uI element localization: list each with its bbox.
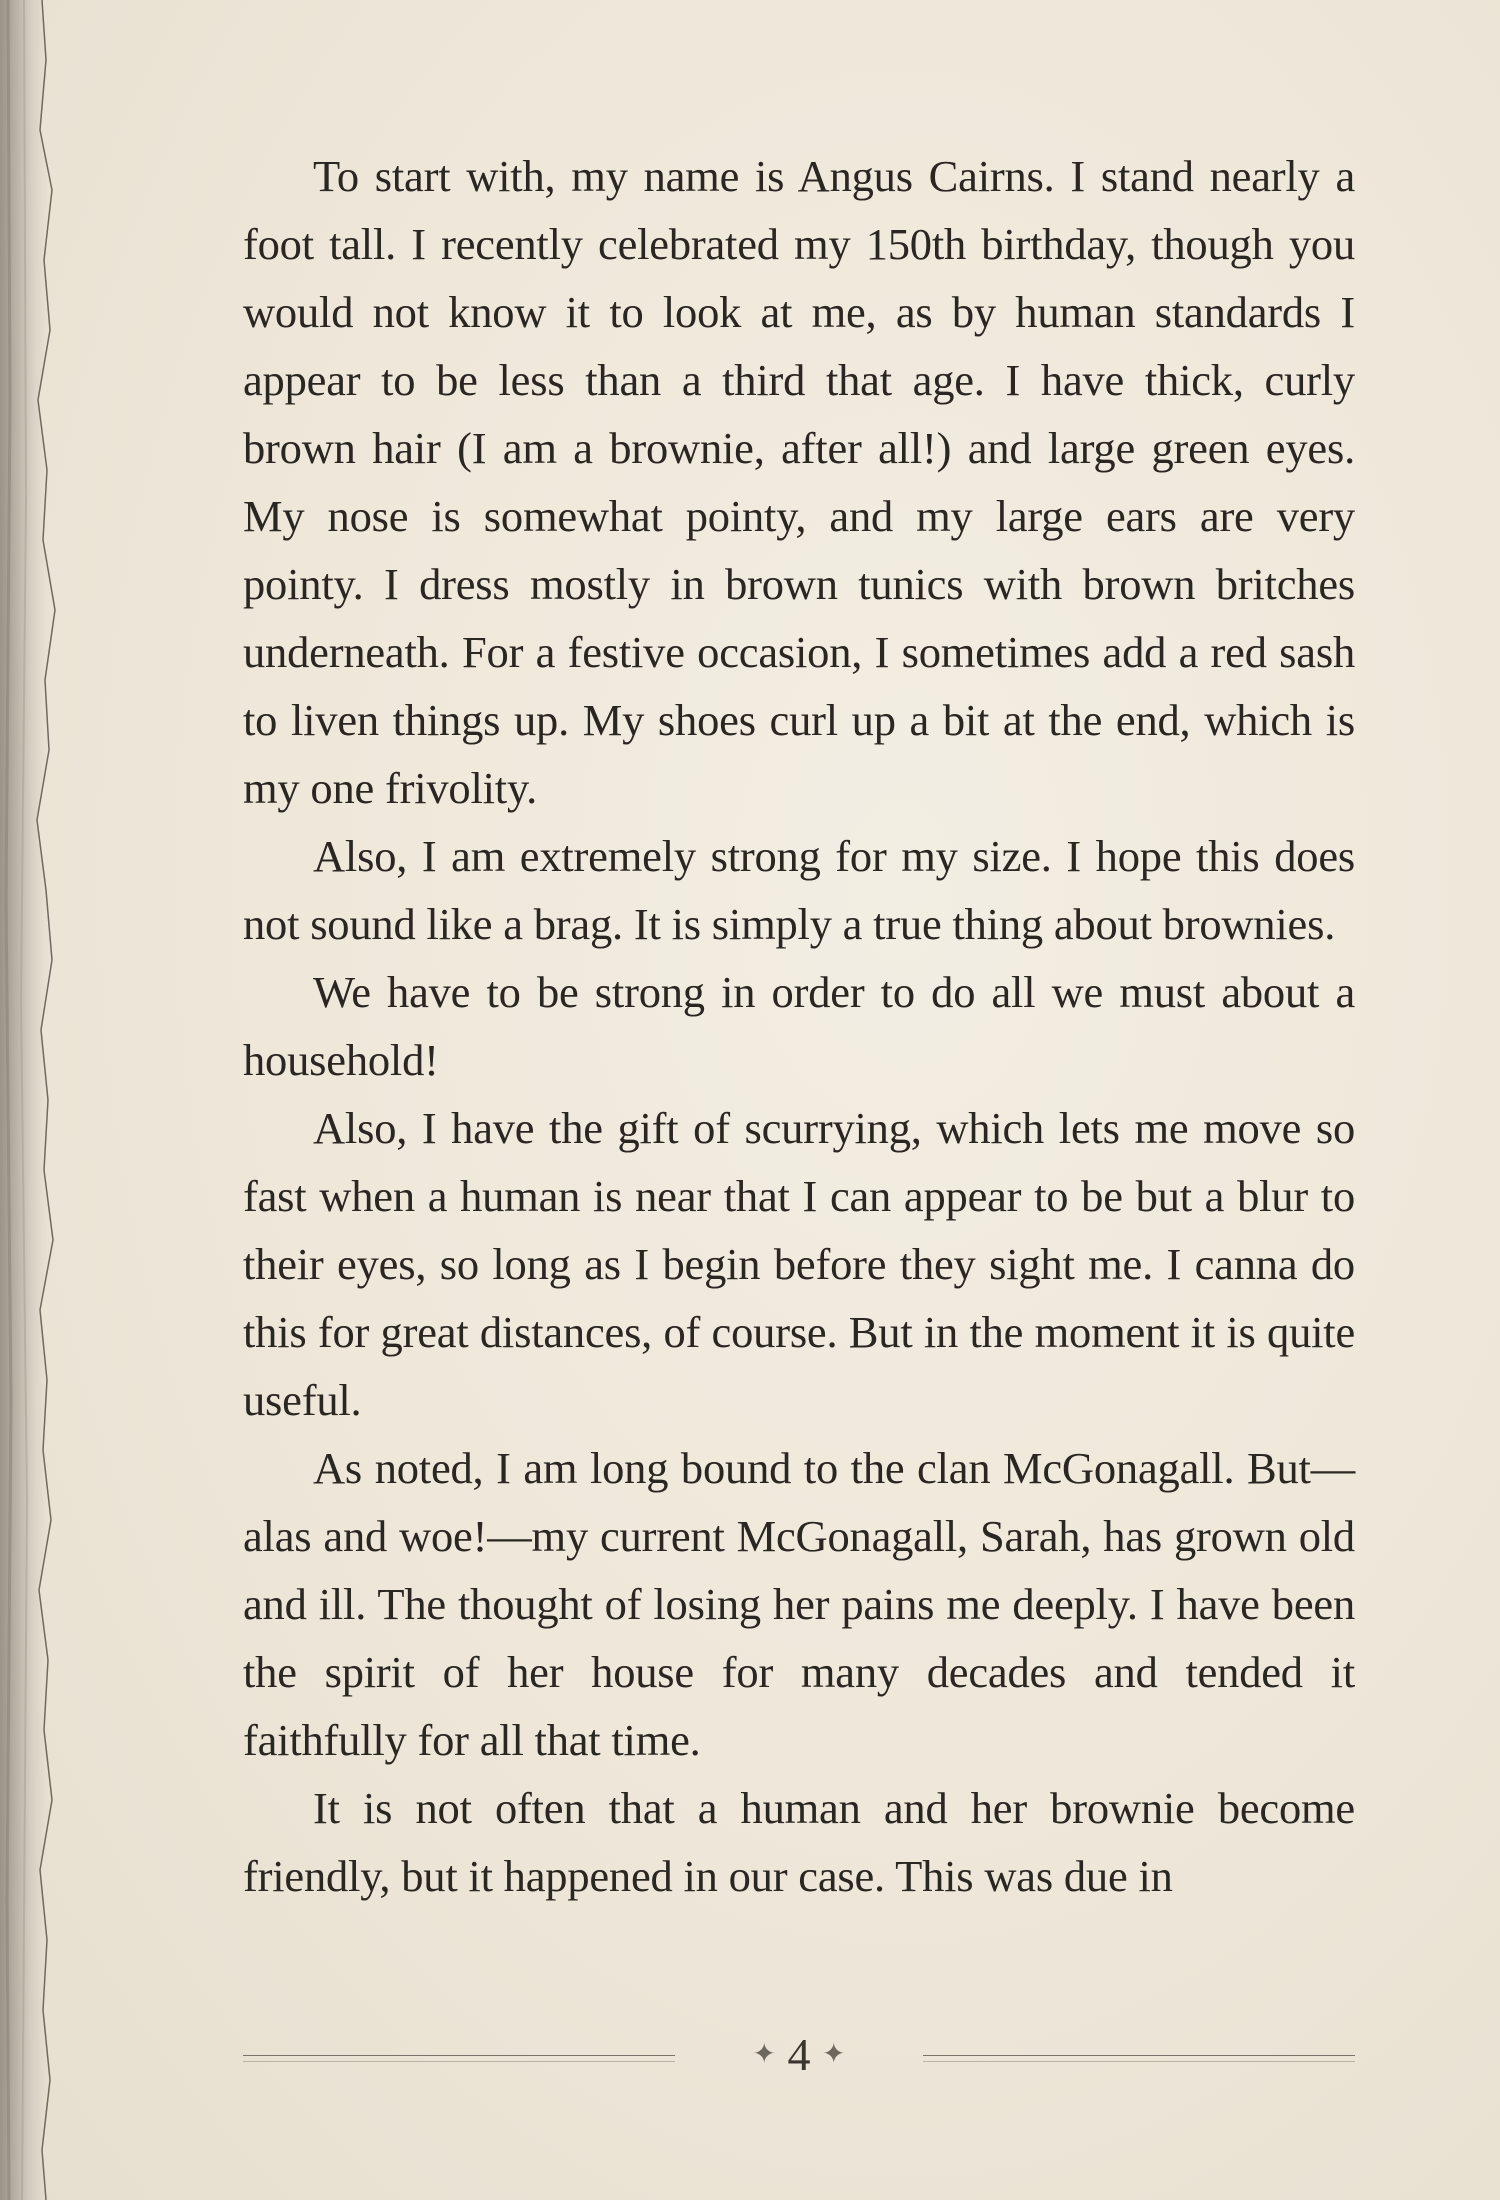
paragraph: As noted, I am long bound to the clan McGonagall. But—alas and woe!—my current McGonagall, Sarah, has grown old and ill. The thought of losing her pains me deeply. I have been the spirit of her house for many decades and tended it faithfully for all that time. <box>243 1443 1355 1765</box>
paragraph: We have to be strong in order to do all we must about a household! <box>243 967 1355 1085</box>
ornament-right-icon: ✦ <box>822 2039 846 2071</box>
page-number-group <box>243 2025 1355 2089</box>
torn-paper-edge <box>0 0 70 2200</box>
paragraph: Also, I have the gift of scurrying, which lets me move so fast when a human is near that I can appear to be but a blur to their eyes, so long as I begin before they sight me. I canna do this for great distances, of course. But in the moment it is quite useful. <box>243 1103 1355 1425</box>
ornament-left-icon: ✦ <box>752 2039 776 2071</box>
body-text <box>243 142 1355 1910</box>
paragraph: It is not often that a human and her brownie become friendly, but it happened in our case. This was due in <box>243 1783 1355 1901</box>
page-number: 4 <box>787 2029 811 2080</box>
paragraph: Also, I am extremely strong for my size. I hope this does not sound like a brag. It is simply a true thing about brownies. <box>243 831 1355 949</box>
page-footer <box>243 2025 1355 2085</box>
paragraph: To start with, my name is Angus Cairns. I stand nearly a foot tall. I recently celebrated my 150th birthday, though you would not know it to look at me, as by human standards I appear to be less than a third that age. I have thick, curly brown hair (I am a brownie, after all!) and large green eyes. My nose is somewhat pointy, and my large ears are very pointy. I dress mostly in brown tunics with brown britches underneath. For a festive occasion, I sometimes add a red sash to liven things up. My shoes curl up a bit at the end, which is my one frivolity. <box>243 151 1355 813</box>
